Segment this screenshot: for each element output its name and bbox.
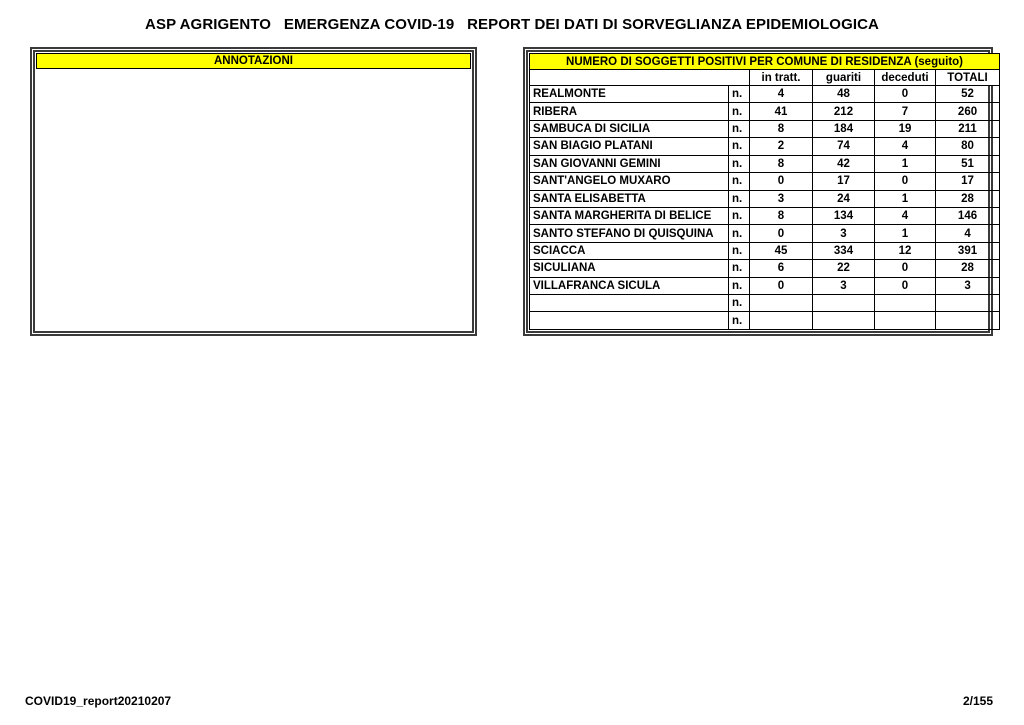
value-cell: 4 xyxy=(750,86,813,103)
value-cell xyxy=(813,295,875,312)
value-cell: 212 xyxy=(813,103,875,120)
value-cell xyxy=(936,295,1000,312)
value-cell: 3 xyxy=(750,190,813,207)
value-cell: 134 xyxy=(813,207,875,224)
value-cell: 4 xyxy=(875,138,936,155)
value-cell: 19 xyxy=(875,120,936,137)
value-cell: 3 xyxy=(813,277,875,294)
value-cell: 51 xyxy=(936,155,1000,172)
value-cell: 0 xyxy=(875,277,936,294)
unit-cell: n. xyxy=(729,260,750,277)
value-cell: 17 xyxy=(813,173,875,190)
table-title-row xyxy=(530,54,1000,70)
column-header: in tratt. xyxy=(750,70,813,86)
value-cell: 184 xyxy=(813,120,875,137)
value-cell: 391 xyxy=(936,242,1000,259)
footer-filename: COVID19_report20210207 xyxy=(25,694,172,708)
unit-cell: n. xyxy=(729,120,750,137)
comune-cell xyxy=(530,312,729,330)
comune-cell: SAN BIAGIO PLATANI xyxy=(530,138,729,155)
value-cell: 42 xyxy=(813,155,875,172)
unit-cell: n. xyxy=(729,242,750,259)
value-cell: 12 xyxy=(875,242,936,259)
table-row xyxy=(530,173,1000,190)
column-header: guariti xyxy=(813,70,875,86)
table-row xyxy=(530,120,1000,137)
value-cell: 146 xyxy=(936,207,1000,224)
value-cell: 3 xyxy=(936,277,1000,294)
annotations-content xyxy=(36,69,471,330)
value-cell: 3 xyxy=(813,225,875,242)
value-cell: 4 xyxy=(936,225,1000,242)
comune-cell: SANTA MARGHERITA DI BELICE xyxy=(530,207,729,224)
value-cell xyxy=(875,312,936,330)
value-cell: 0 xyxy=(750,277,813,294)
unit-cell: n. xyxy=(729,103,750,120)
value-cell: 1 xyxy=(875,225,936,242)
value-cell: 45 xyxy=(750,242,813,259)
value-cell xyxy=(813,312,875,330)
table-row xyxy=(530,242,1000,259)
value-cell: 334 xyxy=(813,242,875,259)
value-cell: 6 xyxy=(750,260,813,277)
comune-cell: SAMBUCA DI SICILIA xyxy=(530,120,729,137)
column-header: TOTALI xyxy=(936,70,1000,86)
table-row xyxy=(530,295,1000,312)
comune-cell: SICULIANA xyxy=(530,260,729,277)
unit-cell: n. xyxy=(729,225,750,242)
value-cell: 8 xyxy=(750,207,813,224)
value-cell: 80 xyxy=(936,138,1000,155)
value-cell xyxy=(936,312,1000,330)
value-cell: 0 xyxy=(875,173,936,190)
value-cell: 1 xyxy=(875,190,936,207)
value-cell: 0 xyxy=(750,173,813,190)
unit-cell: n. xyxy=(729,190,750,207)
table-row xyxy=(530,277,1000,294)
unit-cell: n. xyxy=(729,86,750,103)
comune-cell: SANTA ELISABETTA xyxy=(530,190,729,207)
unit-cell: n. xyxy=(729,295,750,312)
comune-cell: SAN GIOVANNI GEMINI xyxy=(530,155,729,172)
positives-table-box xyxy=(523,47,993,336)
value-cell: 74 xyxy=(813,138,875,155)
comune-header-cell xyxy=(530,70,750,86)
table-row xyxy=(530,225,1000,242)
value-cell: 17 xyxy=(936,173,1000,190)
value-cell: 22 xyxy=(813,260,875,277)
value-cell: 1 xyxy=(875,155,936,172)
unit-cell: n. xyxy=(729,138,750,155)
unit-cell: n. xyxy=(729,277,750,294)
table-row xyxy=(530,103,1000,120)
column-header-row xyxy=(530,70,1000,86)
table-row xyxy=(530,190,1000,207)
value-cell: 0 xyxy=(875,260,936,277)
table-row xyxy=(530,260,1000,277)
value-cell: 2 xyxy=(750,138,813,155)
annotations-box xyxy=(30,47,477,336)
comune-cell: SANTO STEFANO DI QUISQUINA xyxy=(530,225,729,242)
table-row xyxy=(530,312,1000,330)
value-cell: 0 xyxy=(750,225,813,242)
table-row xyxy=(530,155,1000,172)
page-title: ASP AGRIGENTO EMERGENZA COVID-19 REPORT DEI DATI DI SORVEGLIANZA EPIDEMIOLOGICA xyxy=(145,16,879,33)
value-cell: 260 xyxy=(936,103,1000,120)
value-cell: 211 xyxy=(936,120,1000,137)
value-cell: 24 xyxy=(813,190,875,207)
value-cell: 52 xyxy=(936,86,1000,103)
value-cell: 28 xyxy=(936,260,1000,277)
value-cell xyxy=(750,295,813,312)
value-cell: 4 xyxy=(875,207,936,224)
value-cell: 28 xyxy=(936,190,1000,207)
value-cell xyxy=(875,295,936,312)
value-cell: 0 xyxy=(875,86,936,103)
footer-page-number: 2/155 xyxy=(962,694,993,708)
value-cell: 8 xyxy=(750,155,813,172)
column-header: deceduti xyxy=(875,70,936,86)
comune-cell: VILLAFRANCA SICULA xyxy=(530,277,729,294)
table-row xyxy=(530,86,1000,103)
positives-table-title: NUMERO DI SOGGETTI POSITIVI PER COMUNE DI RESIDENZA (seguito) xyxy=(530,54,1000,70)
comune-cell: RIBERA xyxy=(530,103,729,120)
unit-cell: n. xyxy=(729,312,750,330)
value-cell: 48 xyxy=(813,86,875,103)
comune-cell: SANT'ANGELO MUXARO xyxy=(530,173,729,190)
comune-cell xyxy=(530,295,729,312)
value-cell: 7 xyxy=(875,103,936,120)
unit-cell: n. xyxy=(729,207,750,224)
annotations-header: ANNOTAZIONI xyxy=(36,53,471,69)
unit-cell: n. xyxy=(729,155,750,172)
value-cell: 41 xyxy=(750,103,813,120)
comune-cell: SCIACCA xyxy=(530,242,729,259)
value-cell xyxy=(750,312,813,330)
value-cell: 8 xyxy=(750,120,813,137)
positives-table xyxy=(529,53,1000,330)
unit-cell: n. xyxy=(729,173,750,190)
table-row xyxy=(530,207,1000,224)
table-row xyxy=(530,138,1000,155)
comune-cell: REALMONTE xyxy=(530,86,729,103)
